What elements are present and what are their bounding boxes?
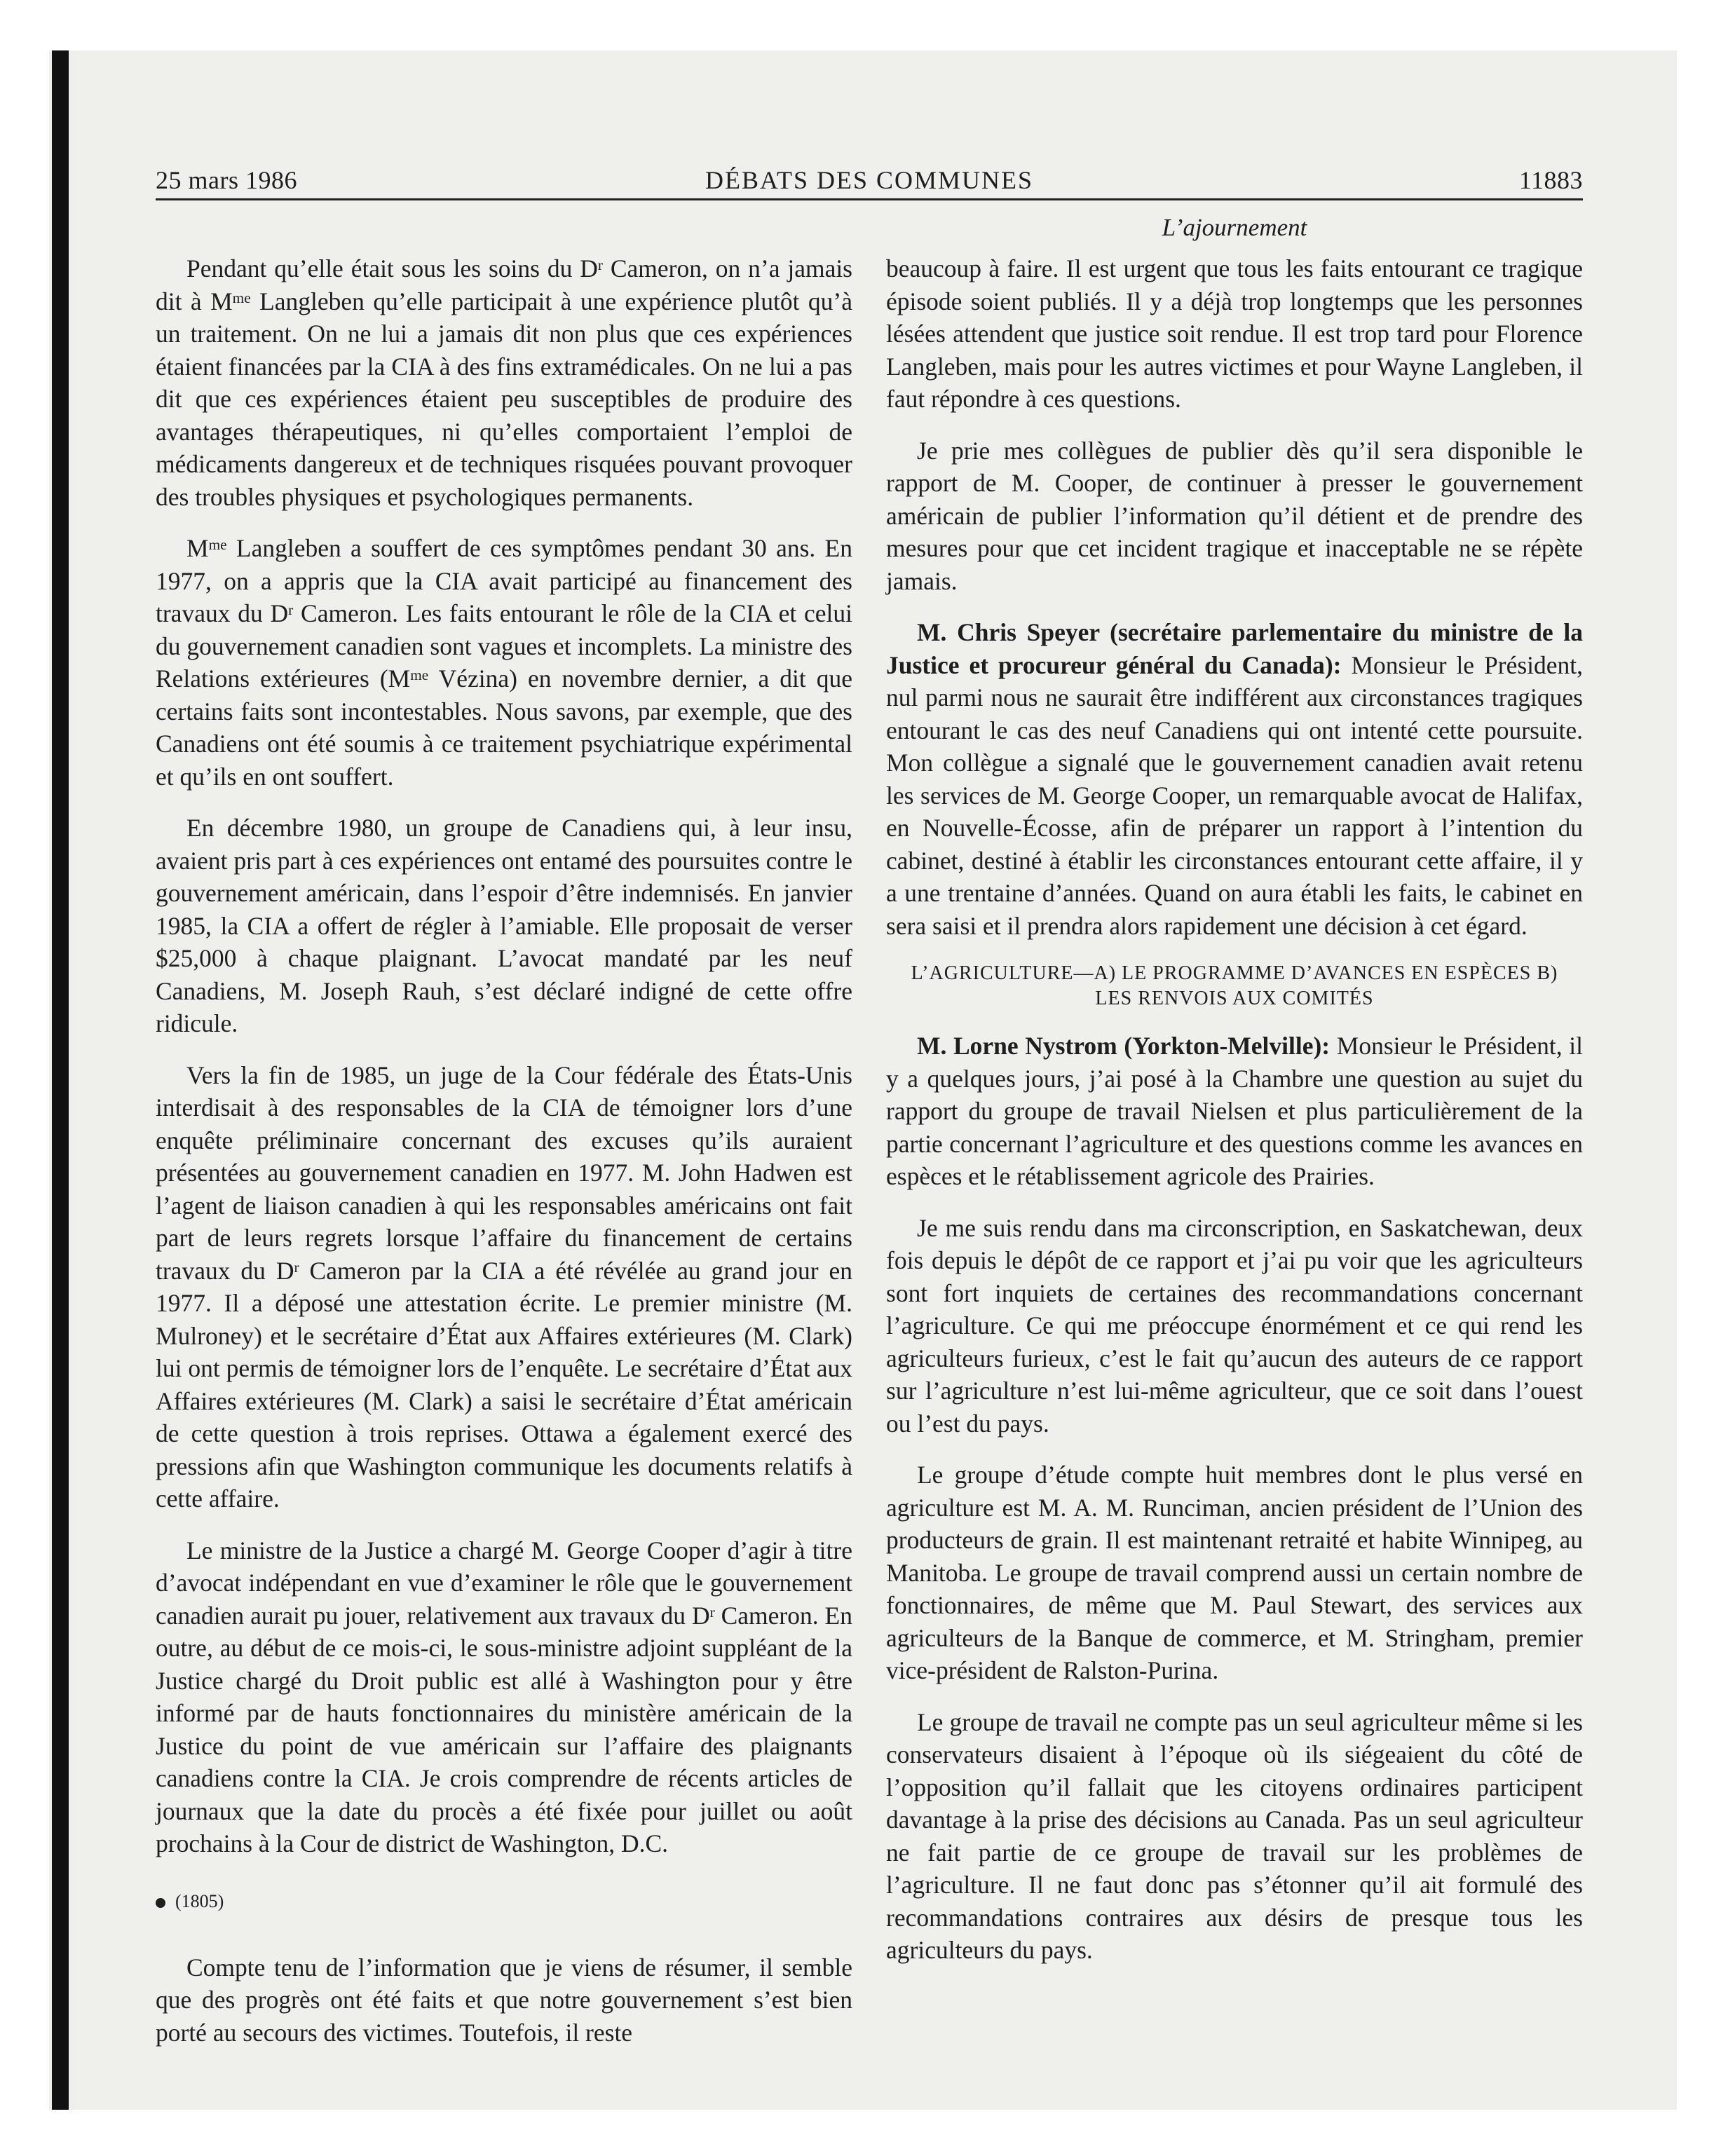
right-paragraph-3: M. Chris Speyer (secrétaire parlementaire du ministre de la Justice et procureur général du Canada): Monsieur le Président, nul parmi nous ne saurait être indifférent aux circonstances tragiques entourant le cas des neuf Canadiens qui ont intenté cette poursuite. Mon collègue a signalé que le gouvernement canadien avait retenu les services de M. George Cooper, un remarquable avocat de Halifax, en Nouvelle-Écosse, afin de préparer un rapport à l’intention du cabinet, destiné à établir les circonstances entourant cette affaire, il y a une trentaine d’années. Quand on aura établi les faits, le cabinet en sera saisi et il prendra alors rapidement une décision à cet égard. bbox=[886, 618, 1583, 940]
header-rule bbox=[156, 198, 1583, 200]
page-header bbox=[156, 163, 1583, 198]
left-paragraph-3: En décembre 1980, un groupe de Canadiens qui, à leur insu, avaient pris part à ces expériences ont entamé des poursuites contre le gouvernement américain, dans l’espoir d’être indemnisés. En janvier 1985, la CIA a offert de régler à l’amiable. Elle proposait de verser $25,000 à chaque plaignant. L’avocat mandaté par les neuf Canadiens, M. Joseph Rauh, s’est déclaré indigné de cette offre ridicule. bbox=[156, 814, 852, 1037]
left-paragraph-5: Le ministre de la Justice a chargé M. George Cooper d’agir à titre d’avocat indépendant en vue d’examiner le rôle que le gouvernement canadien aurait pu jouer, relativement aux travaux du $D^r$ Cameron. En outre, au début de ce mois-ci, le sous-ministre adjoint suppléant de la Justice chargé du Droit public est allé à Washington pour y être informé par de hauts fonctionnaires du ministère américain de la Justice du point de vue américain sur l’affaire des plaignants canadiens contre la CIA. Je crois comprendre de récents articles de journaux que la date du procès a été fixée pour juillet ou août prochains à la Cour de district de Washington, D.C. bbox=[156, 1536, 852, 1857]
left-paragraph-2: $M^{me}$ Langleben a souffert de ces symptômes pendant 30 ans. En 1977, on a appris que la CIA avait participé au financement des travaux du $D^r$ Cameron. Les faits entourant le rôle de la CIA et celui du gouvernement canadien sont vagues et incomplets. La ministre des Relations extérieures ($M^{me}$ Vézina) en novembre dernier, a dit que certains faits sont incontestables. Nous savons, par exemple, que des Canadiens ont été soumis à ce traitement psychiatrique expérimental et qu’ils en ont souffert. bbox=[156, 534, 852, 791]
header-title: DÉBATS DES COMMUNES bbox=[705, 166, 1034, 194]
time-marker: (1805) bbox=[156, 1885, 852, 1918]
right-paragraph-7: Le groupe de travail ne compte pas un seul agriculteur même si les conservateurs disaient à l’époque où ils siégeaient du côté de l’opposition qu’il fallait que les citoyens ordinaires participent davantage à la prise des décisions au Canada. Pas un seul agriculteur ne fait partie de ce groupe de travail sur les problèmes de l’agriculture. Il ne faut donc pas s’étonner qu’il ait formulé des recommandations contraires aux désirs de presque tous les agriculteurs du pays. bbox=[886, 1707, 1583, 1964]
right-paragraph-2: Je prie mes collègues de publier dès qu’il sera disponible le rapport de M. Cooper, de continuer à presser le gouvernement américain de publier l’information qu’il détient et de prendre des mesures pour que cet incident tragique et inacceptable ne se répète jamais. bbox=[886, 436, 1583, 595]
section-title: L’ajournement bbox=[1162, 214, 1307, 241]
header-date: 25 mars 1986 bbox=[156, 166, 297, 194]
page-number: 11883 bbox=[1518, 166, 1583, 194]
bullet-dot-icon bbox=[156, 1898, 165, 1908]
scan-edge-shadow bbox=[52, 50, 69, 2110]
left-paragraph-6: Compte tenu de l’information que je viens de résumer, il semble que des progrès ont été faits et que notre gouvernement s’est bien porté au secours des victimes. Toutefois, il reste bbox=[156, 1953, 852, 2047]
left-paragraph-1: Pendant qu’elle était sous les soins du $D^r$ Cameron, on n’a jamais dit à $M^{me}$ Langleben qu’elle participait à une expérience plutôt qu’à un traitement. On ne lui a jamais dit non plus que ces expériences étaient financées par la CIA à des fins extramédicales. On ne lui a pas dit que ces expériences étaient peu susceptibles de produire des avantages thérapeutiques, ni qu’elles comportaient l’emploi de médicaments dangereux et de techniques risquées pouvant provoquer des troubles physiques et psychologiques permanents. bbox=[156, 254, 852, 511]
left-paragraph-4: Vers la fin de 1985, un juge de la Cour fédérale des États-Unis interdisait à des responsables de la CIA de témoigner lors d’une enquête préliminaire concernant des excuses qu’ils auraient présentées au gouvernement canadien en 1977. M. John Hadwen est l’agent de liaison canadien à qui les responsables américains ont fait part de leurs regrets lorsque l’affaire du financement de certains travaux du $D^r$ Cameron par la CIA a été révélée au grand jour en 1977. Il a déposé une attestation écrite. Le premier ministre (M. Mulroney) et le secrétaire d’État aux Affaires extérieures (M. Clark) lui ont permis de témoigner lors de l’enquête. Le secrétaire d’État aux Affaires extérieures (M. Clark) a saisi le secrétaire d’État américain de cette question à trois reprises. Ottawa a également exercé des pressions afin que Washington communique les documents relatifs à cette affaire. bbox=[156, 1060, 852, 1513]
right-paragraph-5: Je me suis rendu dans ma circonscription, en Saskatchewan, deux fois depuis le dépôt de ce rapport et j’ai pu voir que les agriculteurs sont fort inquiets de certaines des recommandations concernant l’agriculture. Ce qui me préoccupe énormément et ce qui rend les agriculteurs furieux, c’est le fait qu’aucun des auteurs de ce rapport sur l’agriculture n’est lui-même agriculteur, que ce soit dans l’ouest ou l’est du pays. bbox=[886, 1213, 1583, 1438]
right-paragraph-4: M. Lorne Nystrom (Yorkton-Melville): Monsieur le Président, il y a quelques jours, j’ai posé à la Chambre une question au sujet du rapport du groupe de travail Nielsen et plus particulièrement de la partie concernant l’agriculture et des questions comme les avances en espèces et le rétablissement agricole des Prairies. bbox=[886, 1032, 1583, 1190]
right-paragraph-6: Le groupe d’étude compte huit membres dont le plus versé en agriculture est M. A. M. Runciman, ancien président de l’Union des producteurs de grain. Il est maintenant retraité et habite Winnipeg, au Manitoba. Le groupe de travail comprend aussi un certain nombre de fonctionnaires, de même que M. Paul Stewart, des services aux agriculteurs de la Banque de commerce, et M. Stringham, premier vice-président de Ralston-Purina. bbox=[886, 1461, 1583, 1684]
left-column bbox=[156, 252, 852, 2068]
right-paragraph-1: beaucoup à faire. Il est urgent que tous les faits entourant ce tragique épisode soient publiés. Il y a déjà trop longtemps que les personnes lésées attendent que justice soit rendue. Il est trop tard pour Florence Langleben, mais pour les autres victimes et pour Wayne Langleben, il faut répondre à ces questions. bbox=[886, 254, 1583, 413]
speaker-speyer: M. Chris Speyer (secrétaire parlementaire du ministre de la Justice et procureur général du Canada): bbox=[886, 618, 1583, 679]
right-column bbox=[886, 252, 1583, 1986]
agriculture-heading: L’AGRICULTURE—A) LE PROGRAMME D’AVANCES EN ESPÈCES B) LES RENVOIS AUX COMITÉS bbox=[911, 962, 1558, 1009]
speaker-nystrom: M. Lorne Nystrom (Yorkton-Melville): bbox=[917, 1032, 1331, 1060]
